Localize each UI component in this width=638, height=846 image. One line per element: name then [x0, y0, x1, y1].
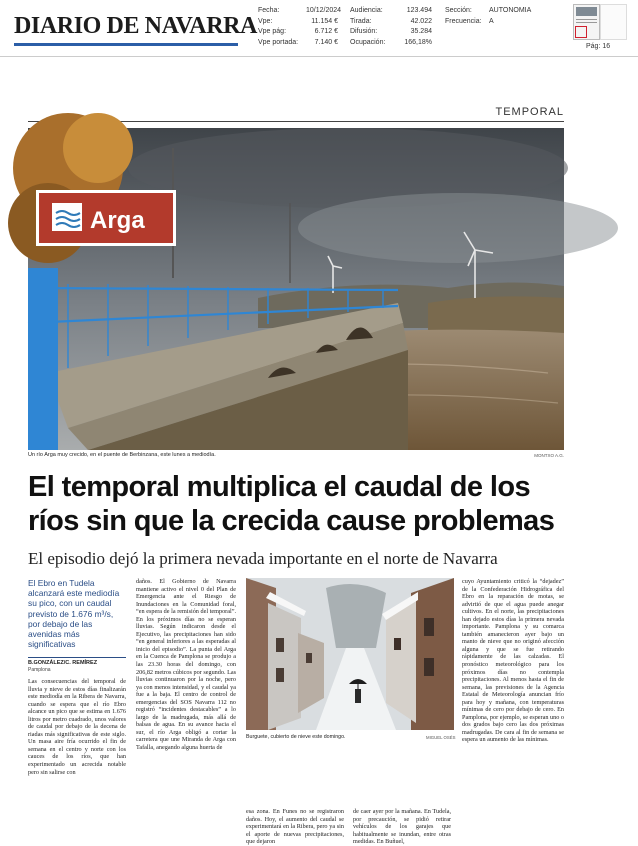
subheadline: El episodio dejó la primera nevada importante en el norte de Navarra	[28, 549, 498, 568]
snow-street-photo	[246, 578, 454, 730]
metric-vpe-portada: Vpe portada: 7.140 €	[258, 38, 338, 46]
metric-difusion: Difusión: 35.284	[350, 28, 432, 36]
metrics-col-3	[445, 6, 539, 27]
snow-photo-illustration	[246, 578, 454, 730]
sign-text: Arga	[90, 207, 145, 234]
thumbnail-selection-box	[575, 26, 587, 38]
author-rule	[28, 657, 126, 658]
thumbnail-photo	[576, 7, 597, 16]
newspaper-logo: DIARIO DE NAVARRA	[14, 13, 258, 39]
clipping-header	[0, 0, 638, 60]
metrics-col-2	[350, 6, 432, 48]
logo-underline	[14, 43, 238, 46]
metric-frecuencia: Frecuencia: A	[445, 17, 494, 25]
metric-ocupacion: Ocupación: 166,18%	[350, 38, 432, 46]
main-photo-illustration	[28, 128, 564, 450]
metric-vpe: Vpe: 11.154 €	[258, 17, 338, 25]
article-column-5: cuyo Ayuntamiento criticó la “dejadez” de la Confederación Hidrográfica del Ebro en la reparación de motas, se advirtió de que el agua puede anegar cultivos. En el norte, las precipitaciones han dejado estos días la primera nevada importante. Pamplona y su comarca también amanecieron ayer bajo un manto de nieve que no originó afección alguna y que se fue retirando rápidamente de las calzadas. El pronóstico meteorológico para los próximos días no contempla precipitaciones. Al menos hasta el fin de semana, las previsiones de la Agencia Estatal de Meteorología anuncian frío para hoy y mañana, con temperaturas mínimas de cero por debajo de cero. En Pamplona, por ejemplo, se esperan uno o dos grados bajo cero las dos próximas madrugadas. De cara al fin de semana se espera un aumento de las mínimas.	[462, 578, 564, 744]
metric-vpe-pag: Vpe pág: 6.712 €	[258, 28, 338, 36]
snow-photo-caption: Burguete, cubierto de nieve este domingo.	[246, 734, 346, 740]
page-thumbnail[interactable]	[573, 4, 600, 40]
page-thumbnail-facing[interactable]	[600, 4, 627, 40]
thumbnail-line	[576, 22, 597, 23]
snow-photo-credit: MIGUEL OSÉS	[426, 735, 456, 740]
main-photo-river-arga	[28, 128, 564, 450]
metrics-col-1	[258, 6, 342, 48]
dateline-place: Pamplona	[28, 667, 51, 673]
thumbnail-line	[576, 19, 597, 20]
metric-tirada: Tirada: 42.022	[350, 17, 432, 25]
header-divider	[0, 56, 638, 57]
page-number: Pág: 16	[586, 43, 611, 50]
main-photo-credit: MONTXO A.G.	[534, 453, 564, 458]
lead-summary: El Ebro en Tudela alcanzará este mediodía su pico, con un caudal previsto de 1.676 m³/s, por debajo de las avenidas más significativas	[28, 578, 120, 650]
main-photo-caption: Un río Arga muy crecido, en el puente de Berbinzana, este lunes a mediodía.	[28, 452, 216, 458]
metric-seccion: Sección: AUTONOMIA	[445, 7, 532, 14]
byline: B.GONZÁLEZ/C. REMÍREZ	[28, 660, 98, 666]
article-column-2: daños. El Gobierno de Navarra mantiene activo el nivel 0 del Plan de Emergencia ante el Riesgo de Inundaciones en la Comunidad foral, “en espera de la remisión del temporal”. En los próximos días no se esperan lluvias. Según indicaron desde el Ejecutivo, las precipitaciones han sido “en general inferiores a las esperadas al inicio del episodio”. La punta del Arga en la Cuenca de Pamplona se produjo a las 23.30 horas del domingo, con 206,82 metros cúbicos por segundo. Las lluvias continuaron por la noche, pero ya con menos intensidad, y el caudal ya fue a la baja. El centro de control de emergencias del SOS Navarra 112 no registró “incidentes destacables” a lo largo de la madrugada, más allá de balsas de agua. En su avance hacia el sur, el río Arga obligó a cortar la carretera que une Miranda de Arga con Tafalla, anegando alguna huerta de	[136, 578, 236, 752]
article-column-4: de caer ayer por la mañana. En Tudela, por precaución, se pidió retirar vehículos de los garajes que habitualmente se inundan, entre otras medidas. En Buñuel,	[353, 808, 451, 846]
section-label: TEMPORAL	[495, 106, 564, 118]
headline: El temporal multiplica el caudal de los ríos sin que la crecida cause problemas	[28, 471, 555, 537]
article-column-3: esa zona. En Funes no se registraron daños. Hoy, el aumento del caudal se experimentará en la Ribera, pero ya sin el aporte de nuevas precipitaciones, que dejaron	[246, 808, 344, 846]
article-column-1: Las consecuencias del temporal de lluvia y nieve de estos días finalizarán este mediodía en la Ribera de Navarra, cuando se espera que el río Ebro alcance un pico que se estima en 1.676 litros por metro cuadrado, unos valores de caudal por debajo de la decena de riadas más significativas de este siglo. Un masa aire fría ocurrido el fin de semana en el centro y norte con los cauces de los ríos, que han experimentado un acrecida notable pero sin salirse con	[28, 678, 126, 776]
metric-fecha: Fecha: 10/12/2024	[258, 7, 342, 14]
metric-audiencia: Audiencia: 123.494	[350, 7, 432, 14]
